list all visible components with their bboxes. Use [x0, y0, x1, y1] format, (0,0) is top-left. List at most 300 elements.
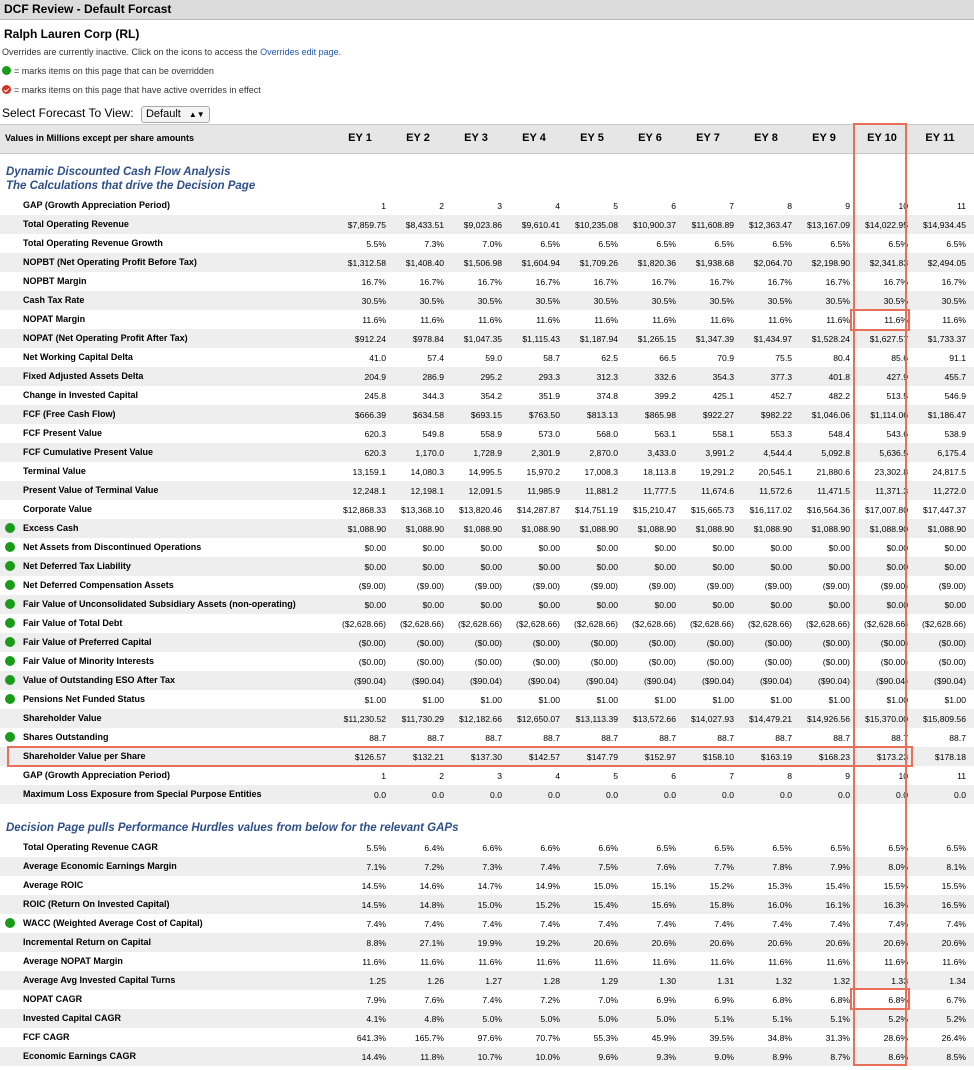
table-cell: 1.34	[949, 976, 966, 986]
table-cell: $152.97	[644, 752, 676, 762]
override-dot-icon[interactable]	[5, 580, 15, 590]
table-cell: $1,709.26	[579, 258, 618, 268]
table-cell: 11.6%	[362, 957, 386, 967]
column-header: EY 6	[638, 132, 662, 144]
table-cell: 88.7	[833, 733, 850, 743]
table-cell: 354.2	[480, 391, 502, 401]
table-cell: 3	[497, 771, 502, 781]
table-cell: $1.00	[944, 695, 966, 705]
table-cell: 88.7	[949, 733, 966, 743]
table-cell: 1	[381, 771, 386, 781]
row-label: NOPAT CAGR	[23, 994, 83, 1004]
table-cell: ($90.04)	[701, 676, 734, 686]
override-dot-icon[interactable]	[5, 656, 15, 666]
table-row	[0, 519, 974, 538]
table-cell: ($2,628.66)	[748, 619, 792, 629]
table-cell: ($9.00)	[416, 581, 444, 591]
table-row	[0, 386, 974, 405]
table-row	[0, 272, 974, 291]
table-cell: 70.9	[717, 353, 734, 363]
table-cell: 5.2%	[888, 1014, 908, 1024]
table-cell: 14,995.5	[468, 467, 502, 477]
table-cell: $163.19	[760, 752, 792, 762]
table-cell: ($0.00)	[416, 638, 444, 648]
table-cell: $14,751.19	[574, 505, 618, 515]
table-cell: 19.9%	[477, 938, 502, 948]
table-cell: 11,272.0	[933, 486, 966, 496]
table-cell: $1.00	[770, 695, 792, 705]
table-cell: 20.6%	[651, 938, 676, 948]
row-label: Value of Outstanding ESO After Tax	[23, 675, 176, 685]
row-label: FCF (Free Cash Flow)	[23, 409, 116, 419]
override-dot-icon[interactable]	[5, 637, 15, 647]
table-cell: 11,674.6	[701, 486, 734, 496]
table-cell: ($0.00)	[532, 638, 560, 648]
table-cell: 1,170.0	[415, 448, 444, 458]
forecast-select[interactable]	[141, 106, 210, 123]
table-cell: 204.9	[364, 372, 386, 382]
table-row	[0, 291, 974, 310]
table-cell: $15,370.00	[864, 714, 908, 724]
table-cell: $0.00	[828, 562, 850, 572]
overrides-note	[2, 47, 341, 57]
table-cell: 88.7	[717, 733, 734, 743]
table-cell: $1,088.90	[463, 524, 502, 534]
table-cell: 27.1%	[419, 938, 444, 948]
table-cell: ($2,628.66)	[342, 619, 386, 629]
table-cell: 5,636.5	[879, 448, 908, 458]
table-cell: 11.6%	[710, 315, 734, 325]
table-cell: $922.27	[702, 410, 734, 420]
table-cell: 4	[555, 201, 560, 211]
table-cell: 88.7	[543, 733, 560, 743]
overrides-note-text: Overrides are currently inactive. Click on the icons to access the	[2, 47, 258, 57]
table-cell: $865.98	[644, 410, 676, 420]
row-label: Average Avg Invested Capital Turns	[23, 975, 176, 985]
table-cell: 16.1%	[825, 900, 850, 910]
table-cell: ($9.00)	[648, 581, 676, 591]
table-cell: ($0.00)	[880, 638, 908, 648]
table-cell: $1,088.90	[753, 524, 792, 534]
table-row	[0, 576, 974, 595]
override-dot-icon[interactable]	[5, 523, 15, 533]
table-cell: $0.00	[364, 600, 386, 610]
table-cell: 10.0%	[535, 1052, 560, 1062]
table-cell: 7.2%	[540, 995, 560, 1005]
table-cell: 11.6%	[420, 315, 444, 325]
table-cell: 7.1%	[366, 862, 386, 872]
row-label: Shareholder Value per Share	[23, 751, 146, 761]
table-cell: 20.6%	[709, 938, 734, 948]
table-cell: 11,572.6	[759, 486, 792, 496]
table-row	[0, 914, 974, 933]
override-dot-icon[interactable]	[5, 675, 15, 685]
table-cell: 12,198.1	[410, 486, 444, 496]
table-cell: $1,186.47	[927, 410, 966, 420]
table-cell: 7.6%	[424, 995, 444, 1005]
column-header: EY 4	[522, 132, 546, 144]
table-cell: $1.00	[538, 695, 560, 705]
table-cell: $0.00	[654, 543, 676, 553]
table-cell: 15.2%	[709, 881, 734, 891]
table-cell: ($0.00)	[764, 657, 792, 667]
table-cell: 5,092.8	[821, 448, 850, 458]
table-cell: 7.5%	[598, 862, 618, 872]
green-dot-icon	[2, 66, 11, 75]
table-cell: $8,433.51	[405, 220, 444, 230]
column-header: EY 9	[812, 132, 836, 144]
table-cell: 5	[613, 201, 618, 211]
table-row	[0, 424, 974, 443]
overrides-note-end: .	[338, 47, 342, 57]
table-cell: ($0.00)	[938, 638, 966, 648]
table-cell: 9	[845, 771, 850, 781]
table-cell: 546.9	[944, 391, 966, 401]
row-label: Shares Outstanding	[23, 732, 109, 742]
table-cell: 0.0	[896, 790, 908, 800]
table-cell: 3	[497, 201, 502, 211]
table-cell: 57.4	[427, 353, 444, 363]
table-cell: $0.00	[538, 562, 560, 572]
table-cell: 1.26	[427, 976, 444, 986]
table-cell: $0.00	[364, 543, 386, 553]
table-cell: ($90.04)	[933, 676, 966, 686]
table-cell: 11.6%	[536, 957, 560, 967]
table-cell: 6.5%	[714, 239, 734, 249]
table-cell: 7.4%	[830, 919, 850, 929]
table-cell: 6.5%	[598, 239, 618, 249]
table-cell: $1.00	[422, 695, 444, 705]
table-cell: 8.0%	[888, 862, 908, 872]
table-cell: $0.00	[886, 562, 908, 572]
table-cell: ($2,628.66)	[922, 619, 966, 629]
table-cell: $17,447.37	[922, 505, 966, 515]
table-cell: $0.00	[480, 562, 502, 572]
table-cell: $1,047.35	[463, 334, 502, 344]
table-cell: ($0.00)	[474, 657, 502, 667]
table-cell: 6.5%	[656, 239, 676, 249]
table-cell: 7.4%	[540, 919, 560, 929]
table-cell: $11,730.29	[401, 714, 444, 724]
table-cell: $147.79	[586, 752, 618, 762]
table-cell: $0.00	[364, 562, 386, 572]
table-cell: 0.0	[780, 790, 792, 800]
table-row	[0, 538, 974, 557]
table-cell: 75.5	[775, 353, 792, 363]
table-cell: $0.00	[596, 562, 618, 572]
table-cell: ($9.00)	[474, 581, 502, 591]
table-cell: 425.1	[712, 391, 734, 401]
table-cell: 88.7	[369, 733, 386, 743]
override-dot-icon[interactable]	[5, 542, 15, 552]
table-cell: 30.5%	[941, 296, 966, 306]
table-cell: 16.7%	[535, 277, 560, 287]
table-cell: $7,859.75	[347, 220, 386, 230]
table-cell: 11.6%	[478, 315, 502, 325]
table-row	[0, 747, 974, 766]
table-cell: 6.4%	[424, 843, 444, 853]
table-cell: 8.7%	[830, 1052, 850, 1062]
table-cell: 16.7%	[419, 277, 444, 287]
table-cell: ($0.00)	[474, 638, 502, 648]
table-cell: $0.00	[596, 543, 618, 553]
table-row	[0, 876, 974, 895]
table-cell: 9.6%	[598, 1052, 618, 1062]
table-row	[0, 253, 974, 272]
table-cell: 4,544.4	[763, 448, 792, 458]
table-cell: 0.0	[838, 790, 850, 800]
row-label: GAP (Growth Appreciation Period)	[23, 770, 171, 780]
table-cell: 165.7%	[414, 1033, 444, 1043]
table-cell: 7	[729, 771, 734, 781]
table-cell: 1.28	[543, 976, 560, 986]
row-label: Present Value of Terminal Value	[23, 485, 159, 495]
table-cell: 558.9	[480, 429, 502, 439]
table-cell: 5.1%	[830, 1014, 850, 1024]
table-cell: 568.0	[596, 429, 618, 439]
column-header: EY 5	[580, 132, 604, 144]
override-dot-icon[interactable]	[5, 918, 15, 928]
table-cell: 0.0	[432, 790, 444, 800]
column-header: EY 2	[406, 132, 430, 144]
table-cell: 2,870.0	[589, 448, 618, 458]
row-label: Net Assets from Discontinued Operations	[23, 542, 202, 552]
table-cell: $126.57	[354, 752, 386, 762]
table-cell: 11.6%	[884, 957, 908, 967]
table-cell: 6.6%	[540, 843, 560, 853]
table-row	[0, 405, 974, 424]
table-row	[0, 234, 974, 253]
table-cell: 0.0	[954, 790, 966, 800]
table-cell: 7.4%	[482, 995, 502, 1005]
table-cell: 7.3%	[424, 239, 444, 249]
table-cell: $1,088.90	[579, 524, 618, 534]
table-cell: 30.5%	[767, 296, 792, 306]
overrides-edit-link[interactable]: Overrides edit page	[260, 47, 339, 57]
table-cell: 513.5	[886, 391, 908, 401]
table-cell: 2	[439, 201, 444, 211]
table-cell: $14,027.93	[690, 714, 734, 724]
table-cell: 70.7%	[535, 1033, 560, 1043]
override-dot-icon[interactable]	[5, 732, 15, 742]
row-label: Shareholder Value	[23, 713, 102, 723]
table-cell: ($0.00)	[764, 638, 792, 648]
override-dot-icon[interactable]	[5, 599, 15, 609]
table-cell: 19,291.2	[700, 467, 734, 477]
table-cell: 9.3%	[656, 1052, 676, 1062]
table-cell: $1,347.39	[695, 334, 734, 344]
table-cell: 14.6%	[419, 881, 444, 891]
table-cell: 11	[957, 771, 966, 781]
table-cell: ($90.04)	[585, 676, 618, 686]
table-cell: 1.27	[485, 976, 502, 986]
table-cell: ($9.00)	[532, 581, 560, 591]
row-label: Total Operating Revenue	[23, 219, 129, 229]
table-cell: 12,248.1	[352, 486, 386, 496]
table-cell: ($0.00)	[590, 638, 618, 648]
table-cell: $0.00	[480, 600, 502, 610]
red-check-icon	[2, 85, 11, 94]
table-row	[0, 652, 974, 671]
table-cell: ($2,628.66)	[864, 619, 908, 629]
table-cell: 6.5%	[888, 843, 908, 853]
row-label: Incremental Return on Capital	[23, 937, 152, 947]
row-label: Total Operating Revenue Growth	[23, 238, 163, 248]
table-cell: $1,265.15	[637, 334, 676, 344]
table-cell: ($0.00)	[590, 657, 618, 667]
table-cell: 17,008.3	[584, 467, 618, 477]
table-cell: 5.1%	[772, 1014, 792, 1024]
table-cell: ($2,628.66)	[690, 619, 734, 629]
table-cell: $1.00	[654, 695, 676, 705]
table-cell: 11.6%	[652, 957, 676, 967]
table-cell: $14,926.56	[806, 714, 850, 724]
table-cell: 7.7%	[714, 862, 734, 872]
table-cell: 15.3%	[767, 881, 792, 891]
table-cell: $0.00	[654, 562, 676, 572]
table-cell: 1.33	[891, 976, 908, 986]
table-row	[0, 557, 974, 576]
table-cell: ($0.00)	[880, 657, 908, 667]
section-title-hurdles: Decision Page pulls Performance Hurdles values from below for the relevant GAPs	[6, 822, 459, 834]
table-cell: 2	[439, 771, 444, 781]
table-cell: $13,572.66	[632, 714, 676, 724]
table-cell: 15.5%	[941, 881, 966, 891]
table-cell: 7.3%	[482, 862, 502, 872]
table-cell: ($90.04)	[643, 676, 676, 686]
row-label: WACC (Weighted Average Cost of Capital)	[23, 918, 203, 928]
red-legend-text: = marks items on this page that have active overrides in effect	[14, 85, 261, 95]
table-cell: 8.5%	[946, 1052, 966, 1062]
table-cell: 28.6%	[883, 1033, 908, 1043]
table-row	[0, 196, 974, 215]
table-cell: 6.6%	[598, 843, 618, 853]
table-cell: $1,088.90	[927, 524, 966, 534]
table-cell: ($90.04)	[353, 676, 386, 686]
table-cell: 549.8	[422, 429, 444, 439]
table-cell: $0.00	[770, 562, 792, 572]
table-row	[0, 895, 974, 914]
table-cell: 6.5%	[888, 239, 908, 249]
table-row	[0, 990, 974, 1009]
table-cell: 3,991.2	[705, 448, 734, 458]
table-cell: ($0.00)	[706, 638, 734, 648]
table-row	[0, 766, 974, 785]
table-cell: $1,733.37	[927, 334, 966, 344]
table-cell: $0.00	[654, 600, 676, 610]
table-cell: 8	[787, 201, 792, 211]
table-cell: 45.9%	[651, 1033, 676, 1043]
table-row	[0, 838, 974, 857]
table-cell: 4.8%	[424, 1014, 444, 1024]
table-cell: $1,088.90	[637, 524, 676, 534]
table-cell: $13,113.39	[575, 714, 618, 724]
table-cell: ($90.04)	[469, 676, 502, 686]
table-cell: 332.6	[654, 372, 676, 382]
table-row	[0, 500, 974, 519]
table-cell: 31.3%	[825, 1033, 850, 1043]
table-cell: ($2,628.66)	[574, 619, 618, 629]
table-cell: $173.23	[876, 752, 908, 762]
table-cell: 41.0	[369, 353, 386, 363]
table-cell: 30.5%	[651, 296, 676, 306]
table-cell: ($90.04)	[411, 676, 444, 686]
forecast-select-value: Default	[145, 108, 181, 120]
row-label: Net Working Capital Delta	[23, 352, 133, 362]
table-cell: 7.4%	[424, 919, 444, 929]
table-cell: 20.6%	[883, 938, 908, 948]
table-cell: 15.2%	[535, 900, 560, 910]
table-cell: 20.6%	[593, 938, 618, 948]
row-label: Change in Invested Capital	[23, 390, 139, 400]
table-cell: 8.8%	[366, 938, 386, 948]
table-cell: ($0.00)	[648, 657, 676, 667]
table-row	[0, 481, 974, 500]
table-cell: $0.00	[422, 600, 444, 610]
table-cell: 293.3	[538, 372, 560, 382]
table-cell: $1.00	[364, 695, 386, 705]
table-cell: $1.00	[886, 695, 908, 705]
table-cell: $1,820.36	[637, 258, 676, 268]
table-cell: 11.6%	[652, 315, 676, 325]
table-cell: 66.5	[659, 353, 676, 363]
table-cell: 20,545.1	[758, 467, 792, 477]
table-cell: 5.0%	[482, 1014, 502, 1024]
table-cell: 34.8%	[767, 1033, 792, 1043]
row-label: Fixed Adjusted Assets Delta	[23, 371, 144, 381]
row-label: Maximum Loss Exposure from Special Purpose Entities	[23, 789, 262, 799]
table-cell: 62.5	[601, 353, 618, 363]
table-cell: $12,868.33	[342, 505, 386, 515]
table-row	[0, 857, 974, 876]
table-cell: $15,665.73	[690, 505, 734, 515]
row-label: NOPAT (Net Operating Profit After Tax)	[23, 333, 188, 343]
table-cell: 20.6%	[941, 938, 966, 948]
section-title-line2: The Calculations that drive the Decision Page	[6, 180, 256, 192]
table-cell: 2,301.9	[531, 448, 560, 458]
table-cell: 6.5%	[714, 843, 734, 853]
override-dot-icon[interactable]	[5, 561, 15, 571]
table-cell: $9,023.86	[463, 220, 502, 230]
table-cell: ($0.00)	[822, 657, 850, 667]
table-cell: $10,235.08	[574, 220, 618, 230]
table-cell: 16.7%	[941, 277, 966, 287]
table-cell: 7.2%	[424, 862, 444, 872]
table-cell: $13,167.09	[806, 220, 850, 230]
table-cell: 30.5%	[361, 296, 386, 306]
table-cell: 11.6%	[478, 957, 502, 967]
table-cell: 455.7	[944, 372, 966, 382]
table-cell: 15.4%	[593, 900, 618, 910]
override-dot-icon[interactable]	[5, 618, 15, 628]
table-cell: 452.7	[770, 391, 792, 401]
table-cell: 7.9%	[366, 995, 386, 1005]
table-cell: 7.4%	[946, 919, 966, 929]
table-cell: $634.58	[412, 410, 444, 420]
override-dot-icon[interactable]	[5, 694, 15, 704]
table-cell: 16.7%	[651, 277, 676, 287]
table-cell: 12,091.5	[468, 486, 502, 496]
table-cell: 11,777.5	[643, 486, 676, 496]
table-cell: ($0.00)	[938, 657, 966, 667]
table-cell: $1.00	[828, 695, 850, 705]
table-cell: 23,302.8	[874, 467, 908, 477]
table-cell: 6.9%	[714, 995, 734, 1005]
table-cell: $0.00	[944, 543, 966, 553]
table-row	[0, 595, 974, 614]
table-cell: ($9.00)	[822, 581, 850, 591]
table-cell: 19.2%	[535, 938, 560, 948]
